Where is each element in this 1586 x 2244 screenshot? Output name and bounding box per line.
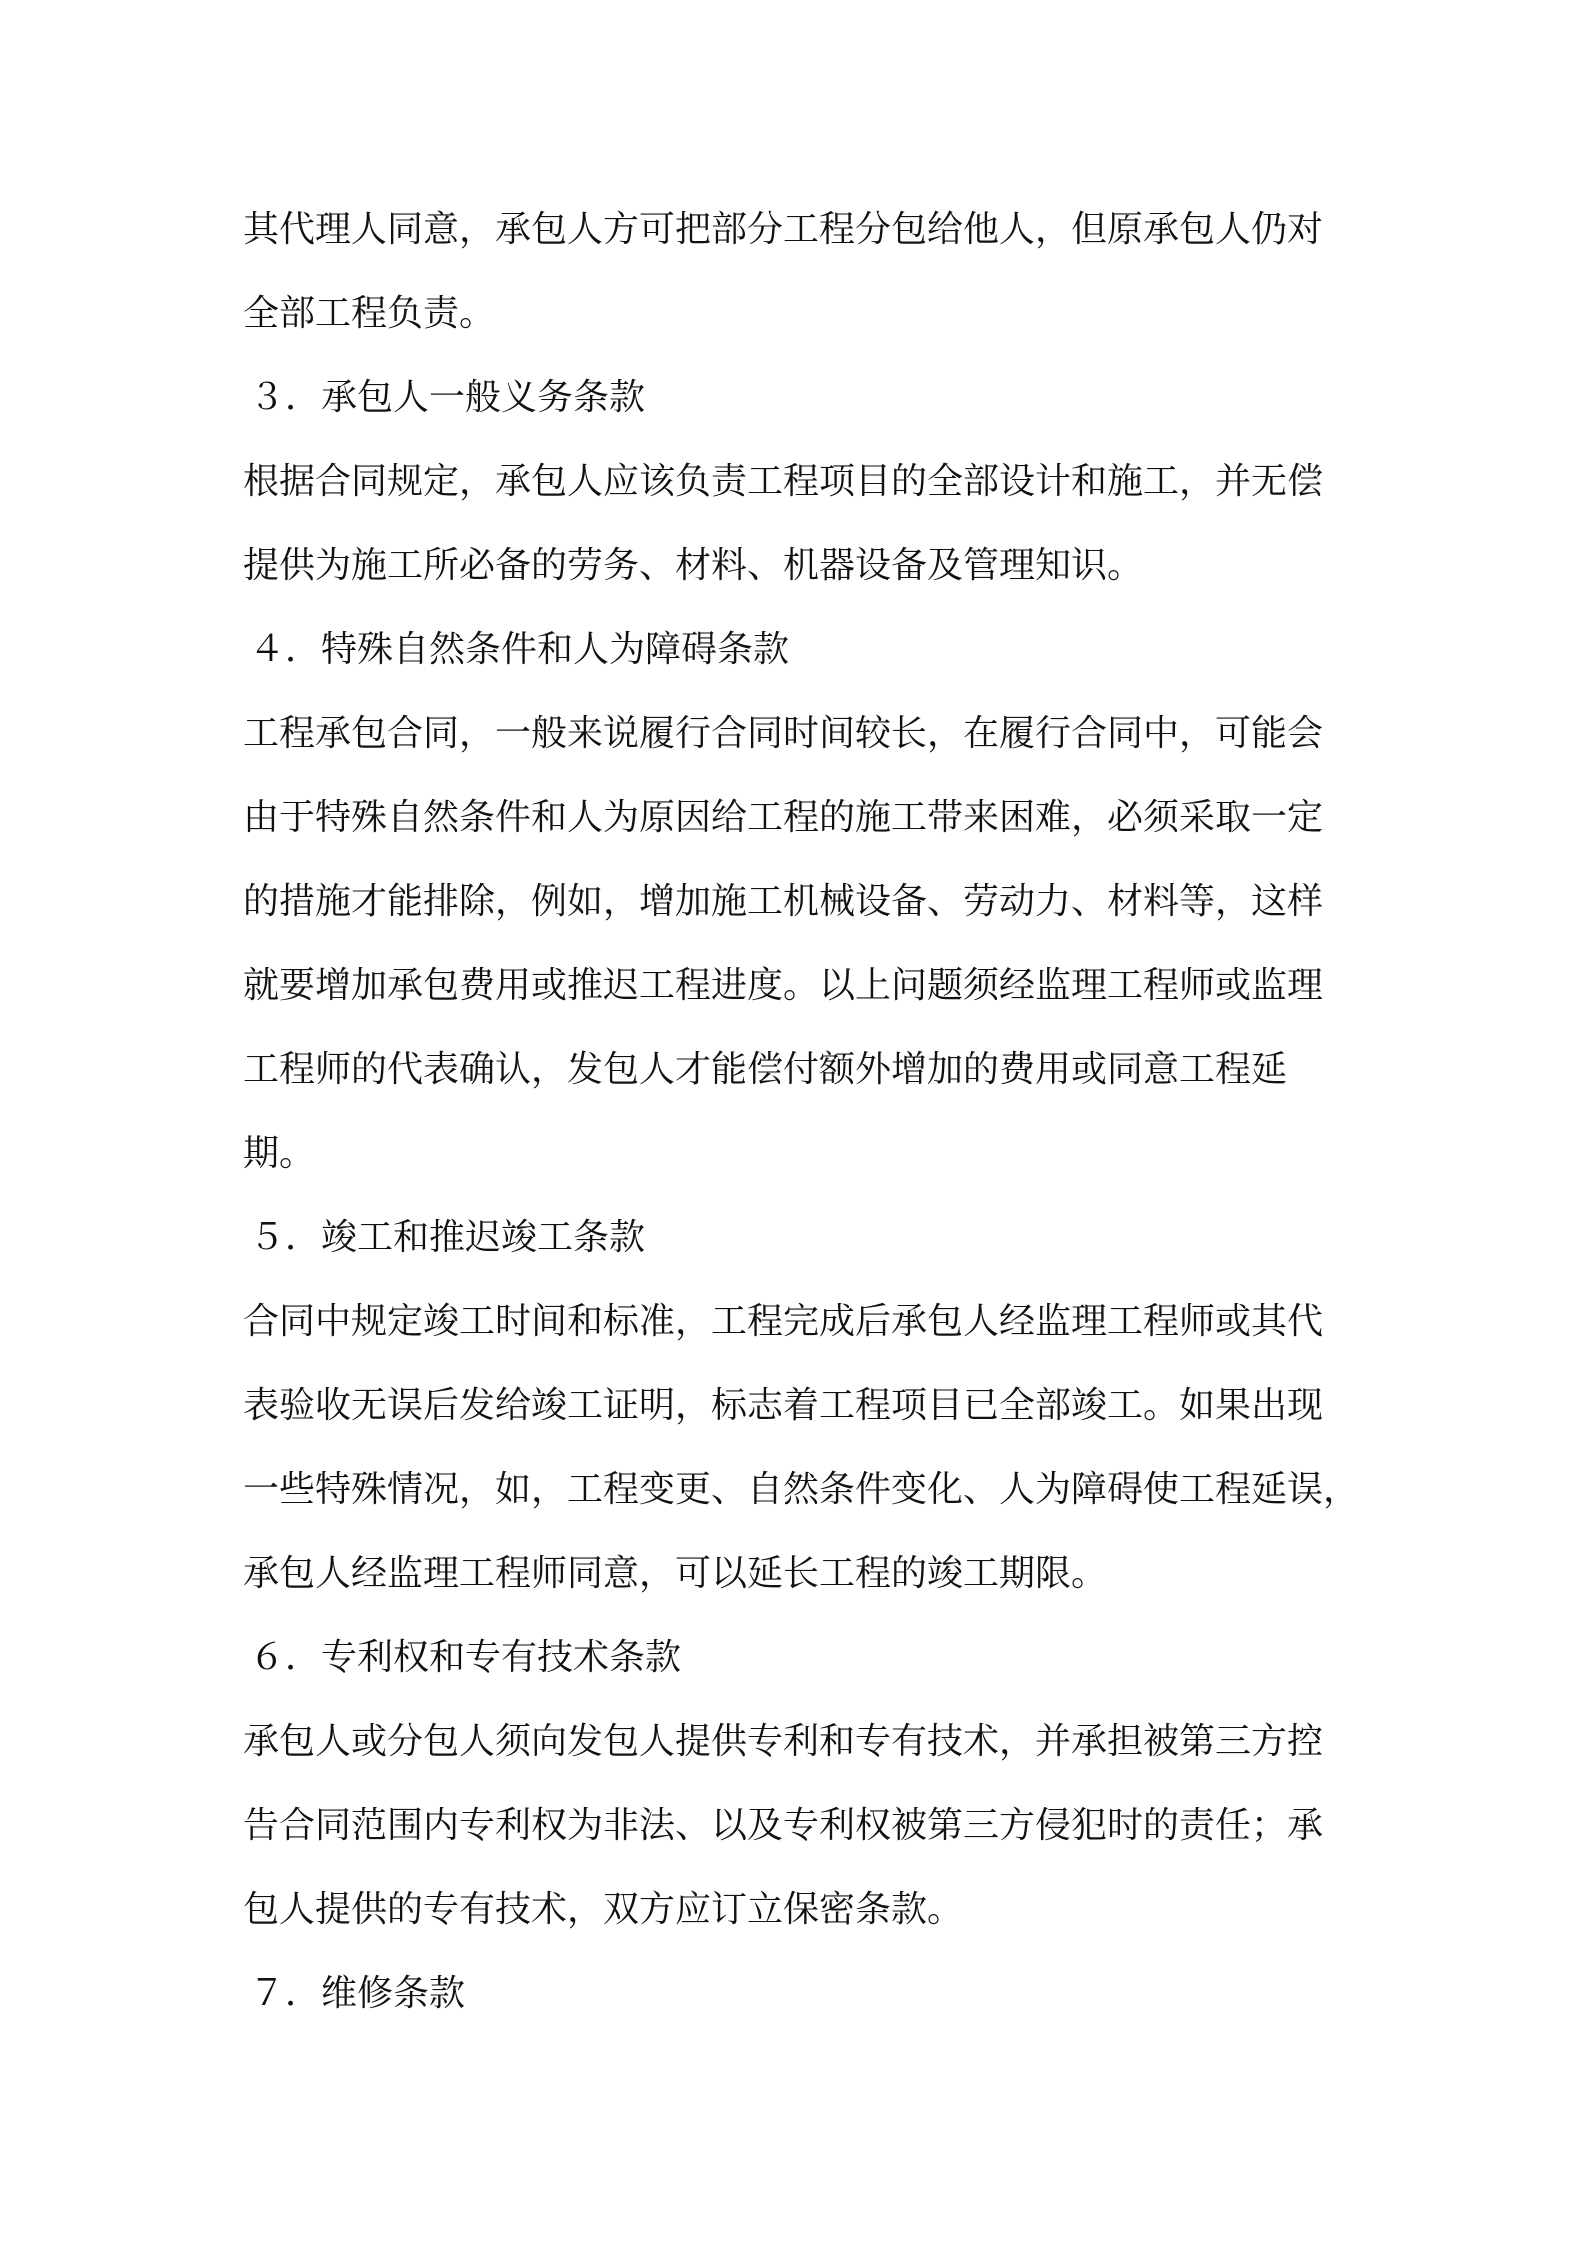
paragraph-line: 告合同范围内专利权为非法、以及专利权被第三方侵犯时的责任；承 [243, 1805, 1324, 1846]
section-heading: ３．承包人一般义务条款 [249, 377, 646, 418]
section-heading: ５．竣工和推迟竣工条款 [249, 1217, 646, 1258]
paragraph-line: 承包人或分包人须向发包人提供专利和专有技术，并承担被第三方控 [243, 1721, 1324, 1762]
paragraph-line: 根据合同规定，承包人应该负责工程项目的全部设计和施工，并无偿 [243, 461, 1324, 502]
paragraph-line: 合同中规定竣工时间和标准，工程完成后承包人经监理工程师或其代 [243, 1301, 1324, 1342]
paragraph-line: 承包人经监理工程师同意，可以延长工程的竣工期限。 [243, 1553, 1108, 1594]
section-heading: ７．维修条款 [249, 1973, 466, 2014]
section-heading: ４．特殊自然条件和人为障碍条款 [249, 629, 790, 670]
paragraph-line: 提供为施工所必备的劳务、材料、机器设备及管理知识。 [243, 545, 1144, 586]
paragraph-line: 工程师的代表确认，发包人才能偿付额外增加的费用或同意工程延 [243, 1049, 1288, 1090]
section-heading: ６．专利权和专有技术条款 [249, 1637, 682, 1678]
paragraph-line: 全部工程负责。 [243, 293, 496, 334]
paragraph-line: 的措施才能排除，例如，增加施工机械设备、劳动力、材料等，这样 [243, 881, 1324, 922]
paragraph-line: 包人提供的专有技术，双方应订立保密条款。 [243, 1889, 964, 1930]
paragraph-line: 由于特殊自然条件和人为原因给工程的施工带来困难，必须采取一定 [243, 797, 1324, 838]
paragraph-line: 表验收无误后发给竣工证明，标志着工程项目已全部竣工。如果出现 [243, 1385, 1324, 1426]
paragraph-line: 其代理人同意，承包人方可把部分工程分包给他人，但原承包人仍对 [243, 209, 1324, 250]
paragraph-line: 就要增加承包费用或推迟工程进度。以上问题须经监理工程师或监理 [243, 965, 1324, 1006]
paragraph-line: 工程承包合同，一般来说履行合同时间较长，在履行合同中，可能会 [243, 713, 1324, 754]
paragraph-line: 期。 [243, 1133, 316, 1174]
document-body [243, 202, 1363, 2050]
paragraph-line: 一些特殊情况，如，工程变更、自然条件变化、人为障碍使工程延误， [243, 1469, 1360, 1510]
